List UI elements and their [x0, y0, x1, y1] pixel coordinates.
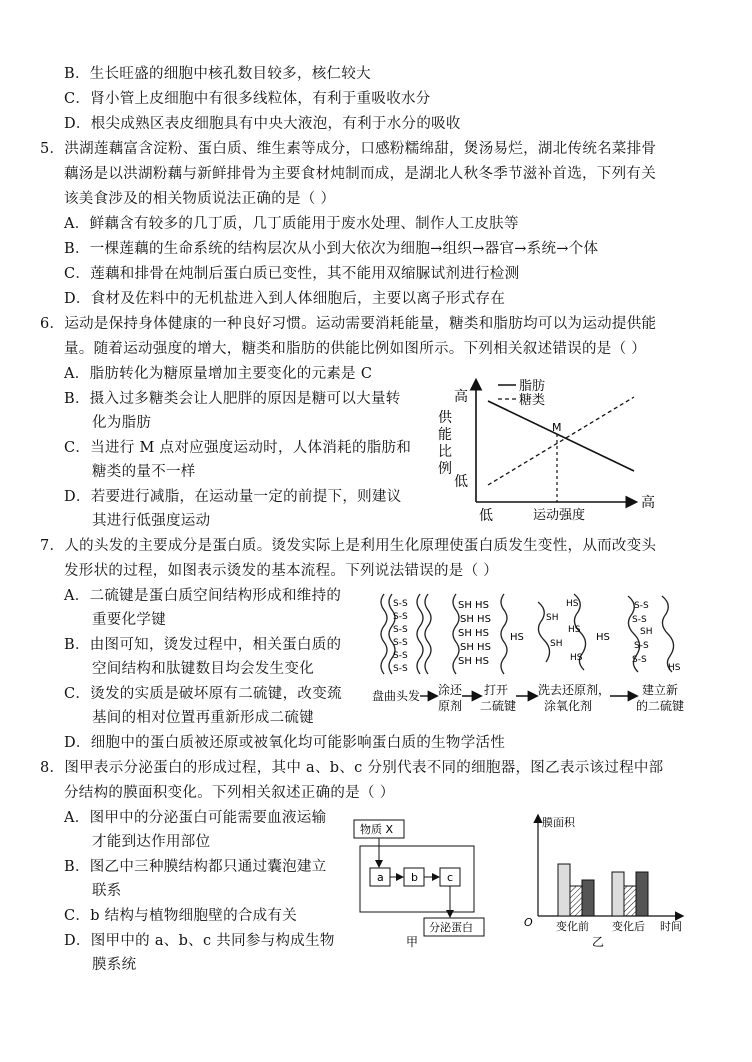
bond-ss-4: S-S	[393, 638, 408, 648]
step-reducer-line2: 原剂	[438, 699, 463, 713]
q6-stem-line1: 6．运动是保持身体健康的一种良好习惯。运动需要消耗能量，糖类和脂肪均可以为运动提供能	[40, 316, 657, 332]
q6-option-d-line2: 其进行低强度运动	[92, 513, 211, 529]
new-ss-4: S-S	[632, 655, 647, 665]
q7-option-c-line1: C．烫发的实质是破坏原有二硫键，改变巯	[64, 686, 342, 702]
hs-2: HS	[568, 625, 581, 635]
q6-option-a: A．脂肪转化为糖原量增加主要变化的元素是 C	[64, 366, 373, 382]
thiol-pair-5: SH HS	[458, 656, 489, 667]
bar-after-3	[636, 872, 648, 916]
step-curl-hair: 盘曲头发	[372, 689, 421, 703]
q4-option-c: C．肾小管上皮细胞中有很多线粒体，有利于重吸收水分	[64, 91, 431, 107]
organelle-c-label: c	[447, 871, 454, 884]
step-oxidize-line2: 涂氧化剂	[544, 699, 593, 713]
q7-stem-line2: 发形状的过程，如图表示烫发的基本流程。下列说法错误的是（ ）	[64, 563, 499, 579]
q8-option-d-line1: D．图甲中的 a、b、c 共同参与构成生物	[64, 933, 335, 949]
bar-before-3	[582, 880, 594, 916]
q8-option-a-line2: 才能到达作用部位	[92, 834, 211, 850]
q5-stem-line3: 该美食涉及的相关物质说法正确的是（ ）	[64, 191, 336, 207]
thiol-pair-2: SH HS	[460, 614, 491, 625]
y-label-char-1: 供	[438, 410, 452, 426]
organelle-b-label: b	[411, 871, 418, 884]
yi-before-label: 变化前	[556, 920, 589, 933]
q8-option-b-line2: 联系	[92, 883, 122, 899]
step-open-line2: 二硫键	[480, 699, 517, 713]
q7-stem-line1: 7．人的头发的主要成分是蛋白质。烫发实际上是利用生化原理使蛋白质发生变性，从而改变头	[40, 538, 657, 554]
step-oxidize-line1: 洗去还原剂，	[538, 683, 611, 697]
hair-stage-1	[381, 594, 431, 674]
sugar-line	[488, 397, 634, 485]
step-open-line1: 打开	[484, 683, 509, 697]
q5-stem-line2: 藕汤是以洪湖粉藕与新鲜排骨为主要食材炖制而成，是湖北人秋冬季节滋补首选，下列有关	[64, 166, 656, 182]
q8-stem-line1: 8．图甲表示分泌蛋白的形成过程，其中 a、b、c 分别代表不同的细胞器，图乙表示该过程中部	[40, 760, 664, 776]
hair-stage-4	[628, 596, 681, 673]
substance-x-label: 物质 X	[360, 823, 394, 836]
hair-stage-2	[453, 594, 507, 674]
yi-origin-label: O	[524, 916, 533, 929]
q5-option-d: D．食材及佐料中的无机盐进入到人体细胞后，主要以离子形式存在	[64, 291, 506, 307]
q8-option-b-line1: B．图乙中三种膜结构都只通过囊泡建立	[64, 859, 327, 875]
hair-stage-3	[538, 594, 586, 670]
yi-x-axis-title: 时间	[660, 920, 682, 933]
figure-yi-caption: 乙	[592, 935, 605, 949]
bond-ss-6: S-S	[393, 664, 408, 674]
q8-stem-line2: 分结构的膜面积变化。下列相关叙述正确的是（ ）	[64, 785, 395, 801]
y-label-char-2: 能	[438, 427, 452, 443]
bond-ss-3: S-S	[393, 625, 408, 635]
q7-option-a-line1: A．二硫键是蛋白质空间结构形成和维持的	[64, 588, 342, 604]
thiol-pair-4: SH HS	[460, 642, 491, 653]
q6-option-c-line2: 糖类的量不一样	[92, 464, 196, 480]
step-new-bond-line1: 建立新	[642, 683, 679, 697]
hs-1: HS	[566, 599, 579, 609]
figure-jia-caption: 甲	[406, 935, 419, 949]
q8-option-c: C．b 结构与植物细胞壁的合成有关	[64, 908, 298, 924]
q7-perm-diagram	[370, 588, 700, 724]
q7-option-d: D．细胞中的蛋白质被还原或被氧化均可能影响蛋白质的生物学活性	[64, 735, 506, 751]
secreted-protein-label: 分泌蛋白	[429, 921, 473, 934]
q6-option-b-line2: 化为脂肪	[92, 415, 152, 431]
step-reducer-line1: 涂还	[438, 683, 463, 697]
sh-1: SH	[546, 613, 559, 623]
sh-2: SH	[550, 639, 563, 649]
q7-option-b-line2: 空间结构和肽键数目均会发生变化	[92, 661, 314, 677]
x-low-label: 低	[479, 508, 493, 524]
q4-option-b: B．生长旺盛的细胞中核孔数目较多，核仁较大	[64, 66, 371, 82]
bar-after-2	[624, 886, 636, 916]
q8-option-a-line1: A．图甲中的分泌蛋白可能需要血液运输	[64, 810, 327, 826]
hs-label-right: HS	[596, 632, 610, 643]
thiol-pair-3: SH HS	[458, 628, 489, 639]
q7-option-a-line2: 重要化学键	[92, 612, 166, 628]
yi-after-label: 变化后	[612, 920, 645, 933]
new-ss-3: S-S	[634, 641, 649, 651]
q8-option-d-line2: 膜系统	[92, 957, 137, 973]
yi-y-axis-title: 膜面积	[542, 816, 575, 829]
q6-option-b-line1: B．摄入过多糖类会让人肥胖的原因是糖可以大量转	[64, 391, 401, 407]
legend-fat-label: 脂肪	[519, 379, 546, 394]
x-high-label: 高	[641, 495, 655, 511]
q7-option-c-line2: 基间的相对位置再重新形成二硫键	[92, 710, 314, 726]
legend-sugar-label: 糖类	[519, 393, 546, 408]
q8-figure-jia	[350, 816, 500, 950]
q6-option-c-line1: C．当进行 M 点对应强度运动时，人体消耗的脂肪和	[64, 440, 412, 456]
step-new-bond-line2: 的二硫键	[636, 699, 685, 713]
q5-option-c: C．莲藕和排骨在炖制后蛋白质已变性，其不能用双缩脲试剂进行检测	[64, 266, 520, 282]
y-label-char-4: 例	[438, 461, 452, 477]
bar-after-1	[612, 872, 624, 916]
point-m-label: M	[552, 421, 562, 434]
q7-option-b-line1: B．由图可知，烫发过程中，相关蛋白质的	[64, 637, 342, 653]
bond-ss-2: S-S	[393, 612, 408, 622]
y-label-char-3: 比	[438, 444, 452, 460]
q6-energy-chart	[430, 375, 670, 525]
q6-option-d-line1: D．若要进行减脂，在运动量一定的前提下，则建议	[64, 489, 402, 505]
bond-ss-5: S-S	[393, 651, 408, 661]
y-low-label: 低	[454, 474, 468, 490]
fat-line	[488, 401, 634, 471]
x-axis-title: 运动强度	[533, 508, 586, 523]
organelle-a-label: a	[377, 871, 384, 884]
q5-stem-line1: 5．洪湖莲藕富含淀粉、蛋白质、维生素等成分，口感粉糯绵甜，煲汤易烂，湖北传统名菜排骨	[40, 141, 657, 157]
q5-option-a: A．鲜藕含有较多的几丁质，几丁质能用于废水处理、制作人工皮肤等	[64, 216, 519, 232]
new-hs: HS	[668, 663, 681, 673]
new-ss-2: S-S	[632, 615, 647, 625]
q4-option-d: D．根尖成熟区表皮细胞具有中央大液泡，有利于水分的吸收	[64, 116, 461, 132]
bar-before-1	[558, 864, 570, 916]
hs-3: HS	[570, 653, 583, 663]
q5-option-b: B．一棵莲藕的生命系统的结构层次从小到大依次为细胞→组织→器官→系统→个体	[64, 241, 599, 257]
new-ss-1: S-S	[634, 601, 649, 611]
y-high-label: 高	[454, 389, 468, 405]
q6-stem-line2: 量。随着运动强度的增大，糖类和脂肪的供能比例如图所示。下列相关叙述错误的是（ ）	[64, 341, 647, 357]
thiol-pair-1: SH HS	[458, 600, 489, 611]
hs-label-left: HS	[510, 632, 524, 643]
bar-before-2	[570, 886, 582, 916]
q8-figure-yi	[520, 812, 695, 952]
bond-ss-1: S-S	[393, 599, 408, 609]
new-sh: SH	[640, 627, 653, 637]
